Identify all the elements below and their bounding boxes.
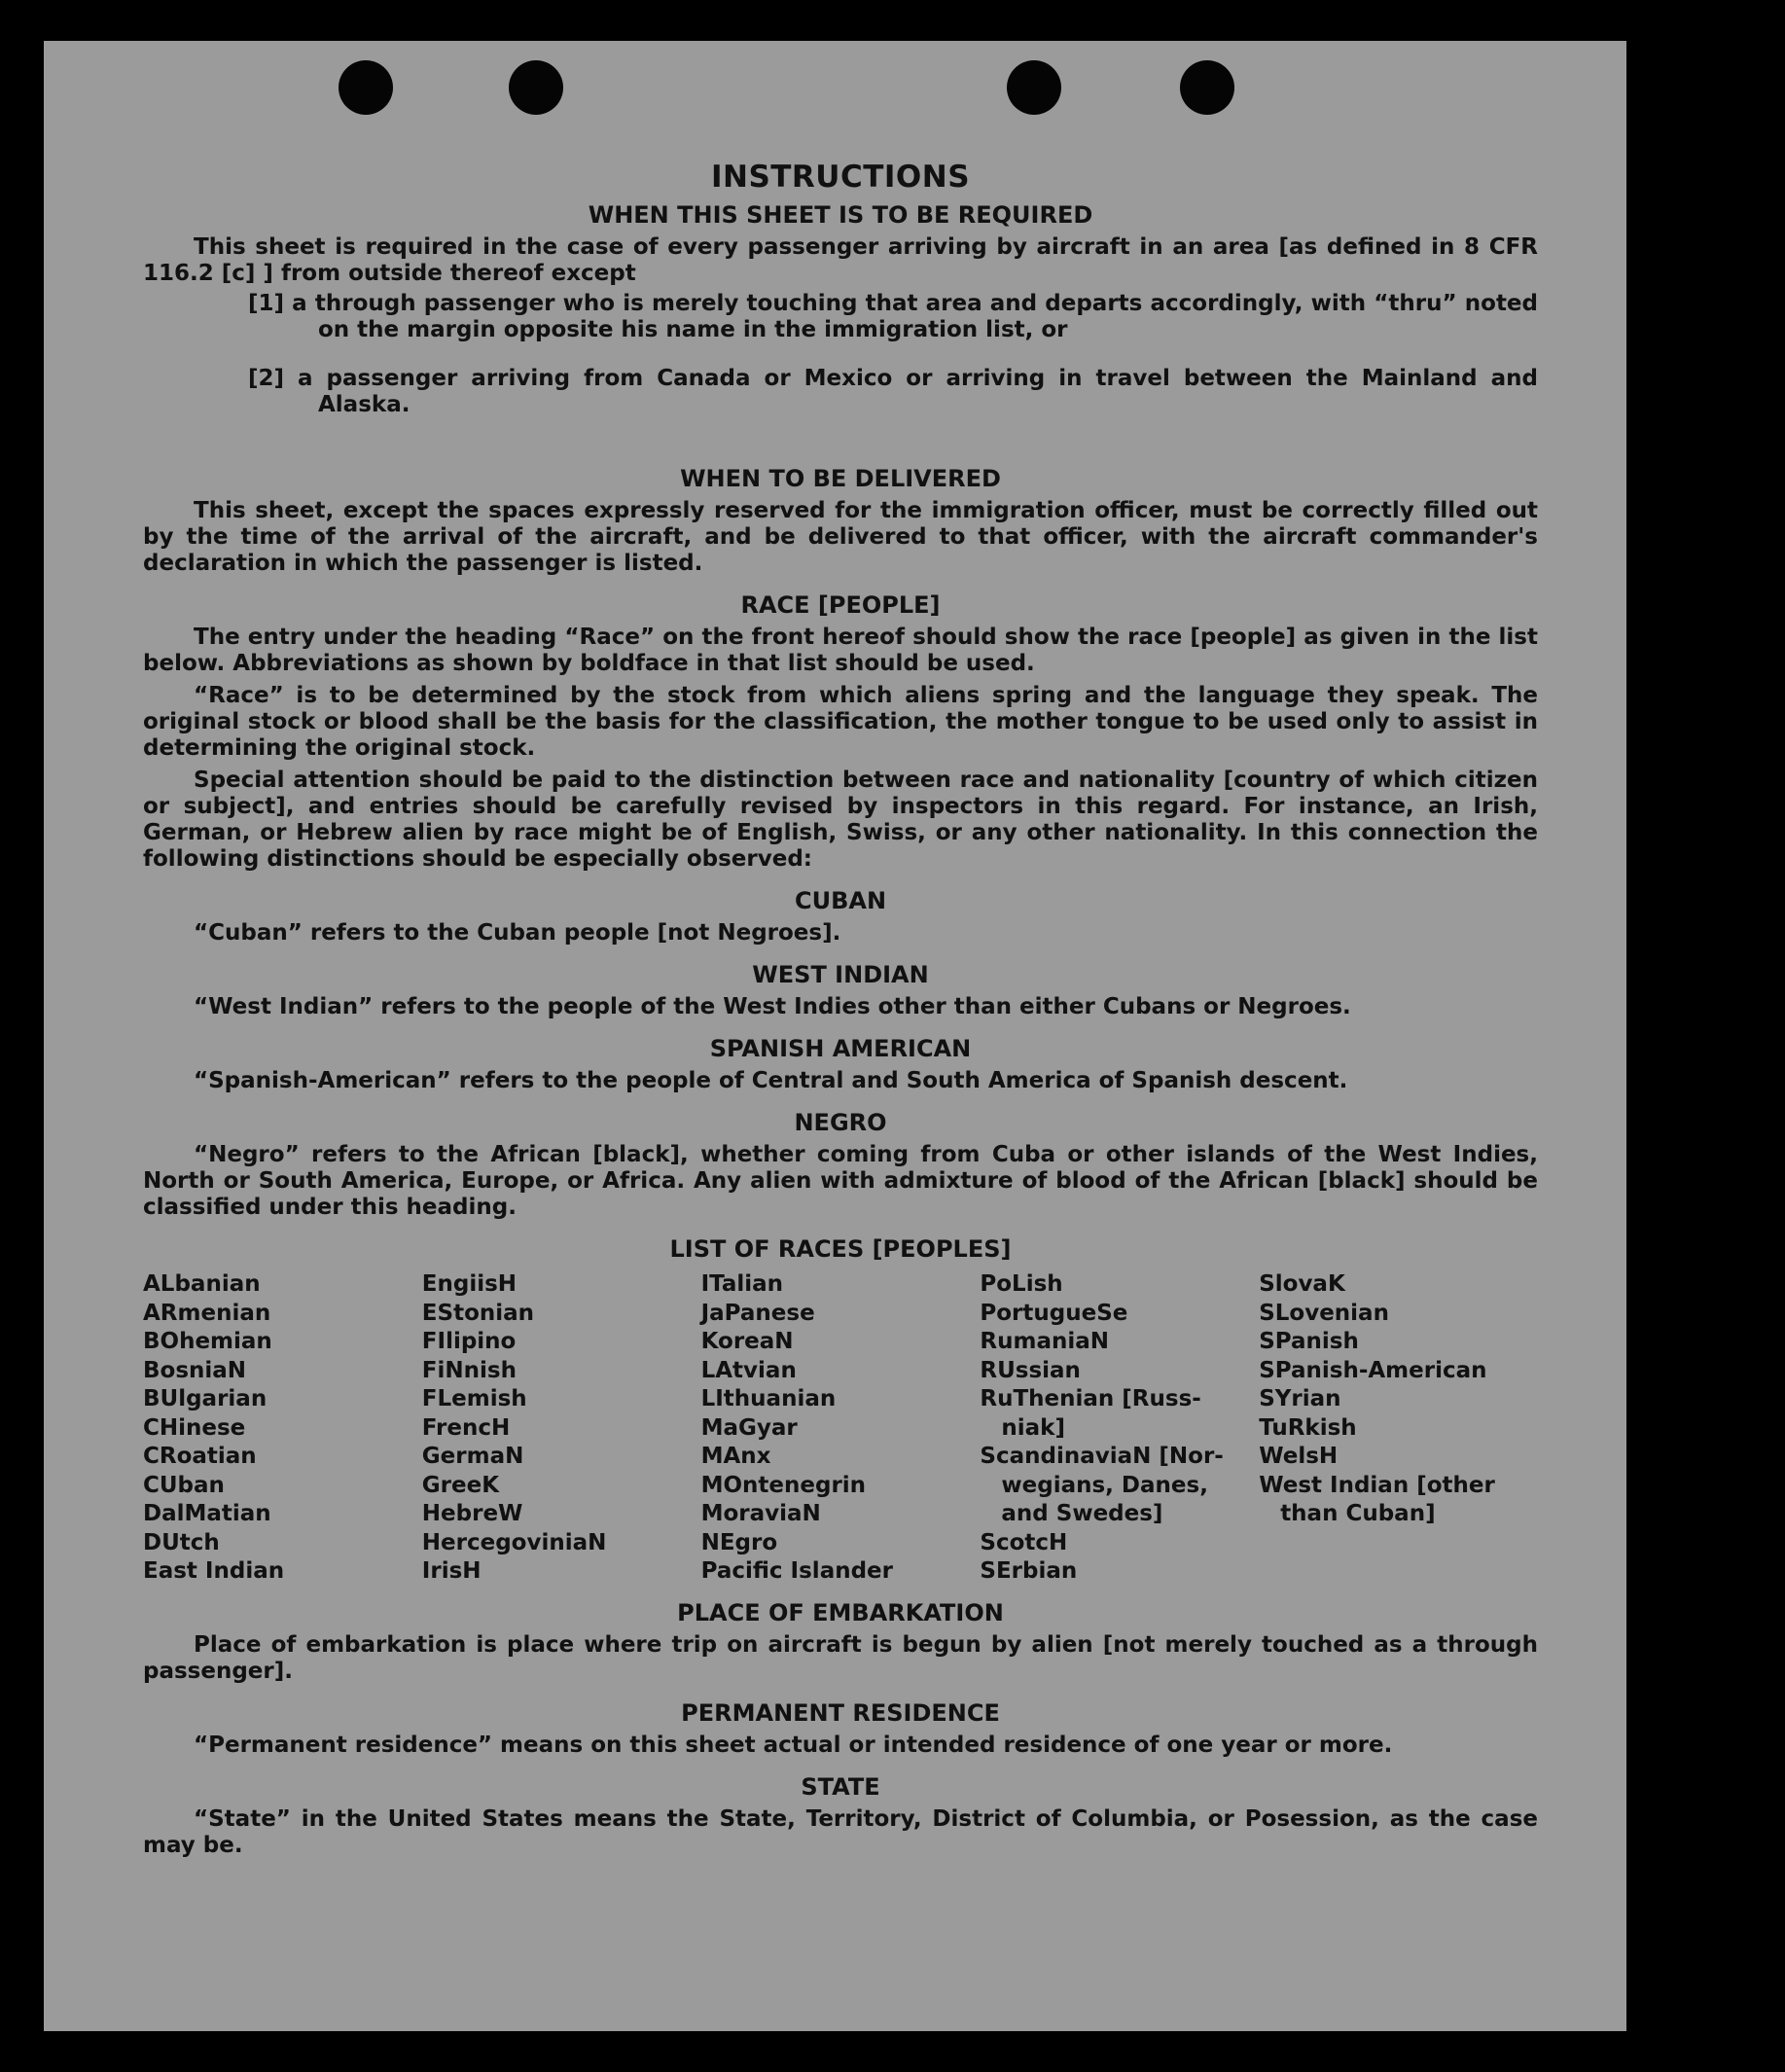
section-heading-negro: NEGRO xyxy=(794,1109,887,1136)
state-text: “State” in the United States means the State, Territory, District of Columbia, or Posession, as the case may be. xyxy=(143,1805,1538,1858)
race-entry: PoLish xyxy=(980,1271,1063,1297)
section-heading-residence: PERMANENT RESIDENCE xyxy=(681,1698,1000,1727)
race-entry: MaGyar xyxy=(700,1414,798,1441)
section-heading-list-of-races: LIST OF RACES [PEOPLES] xyxy=(669,1235,1012,1263)
races-list xyxy=(143,1270,1538,1587)
page-title: INSTRUCTIONS xyxy=(710,160,971,195)
race-entry: TuRkish xyxy=(1259,1414,1357,1441)
required-item-2: [2] a passenger arriving from Canada or Mexico or arriving in travel between the Mainland and Alaska. xyxy=(248,366,1538,417)
race-entry: LAtvian xyxy=(700,1357,797,1383)
race-entry: East Indian xyxy=(143,1558,285,1584)
race-entry: BUlgarian xyxy=(143,1386,268,1411)
section-heading-state: STATE xyxy=(801,1772,880,1801)
race-entry: SErbian xyxy=(980,1558,1078,1584)
race-entry: RUssian xyxy=(980,1357,1081,1383)
race-entry: FIlipino xyxy=(421,1329,517,1354)
races-column xyxy=(980,1270,1259,1587)
race-entry: ITalian xyxy=(700,1271,784,1297)
section-heading-embarkation: PLACE OF EMBARKATION xyxy=(677,1598,1004,1626)
races-column xyxy=(143,1270,422,1587)
race-entry: wegians, Danes, xyxy=(1001,1472,1208,1498)
section-heading-spanish-american: SPANISH AMERICAN xyxy=(709,1035,972,1062)
races-column xyxy=(1259,1270,1538,1587)
race-entry: than Cuban] xyxy=(1280,1501,1436,1526)
races-column xyxy=(701,1270,981,1587)
section-heading-cuban: CUBAN xyxy=(794,887,887,914)
race-entry: ALbanian xyxy=(143,1271,261,1297)
race-entry: GermaN xyxy=(421,1444,524,1469)
race-entry: RumaniaN xyxy=(980,1329,1109,1354)
section-heading-required: WHEN THIS SHEET IS TO BE REQUIRED xyxy=(588,201,1093,229)
race-entry: FLemish xyxy=(421,1386,527,1411)
punch-hole xyxy=(339,60,393,115)
race-entry: West Indian [other xyxy=(1259,1472,1495,1498)
spanish-american-text: “Spanish-American” refers to the people of Central and South America of Spanish descent. xyxy=(194,1068,1348,1093)
race-entry: HercegoviniaN xyxy=(421,1529,607,1555)
residence-text: “Permanent residence” means on this sheet actual or intended residence of one year or more. xyxy=(194,1732,1393,1758)
punch-hole xyxy=(1180,60,1234,115)
race-entry: DalMatian xyxy=(143,1501,271,1526)
race-entry: ScotcH xyxy=(980,1529,1068,1555)
race-entry: JaPanese xyxy=(700,1300,815,1326)
race-entry: FiNnish xyxy=(421,1357,517,1383)
section-heading-west-indian: WEST INDIAN xyxy=(752,961,929,988)
race-entry: CUban xyxy=(143,1472,225,1498)
race-entry: HebreW xyxy=(421,1501,523,1526)
race-entry: EngiisH xyxy=(421,1271,518,1297)
race-entry: FrencH xyxy=(421,1414,511,1441)
instructions-content xyxy=(143,160,1538,1859)
section-heading-delivered: WHEN TO BE DELIVERED xyxy=(680,465,1001,492)
race-entry: MOntenegrin xyxy=(700,1472,867,1498)
race-entry: GreeK xyxy=(421,1472,500,1498)
required-intro: This sheet is required in the case of every passenger arriving by aircraft in an area [as defined in 8 CFR 116.2 [c] ] from outside thereof except xyxy=(143,234,1538,286)
negro-text: “Negro” refers to the African [black], whether coming from Cuba or other islands of the West Indies, North or South America, Europe, or Africa. Any alien with admixture of blood of the African [black] should be classified under this heading. xyxy=(143,1142,1538,1220)
west-indian-text: “West Indian” refers to the people of the West Indies other than either Cubans or Negroes. xyxy=(194,994,1351,1019)
punch-hole xyxy=(509,60,563,115)
cuban-text: “Cuban” refers to the Cuban people [not Negroes]. xyxy=(194,920,841,946)
race-entry: RuThenian [Russ- xyxy=(980,1386,1201,1411)
race-entry: NEgro xyxy=(700,1529,778,1555)
race-entry: DUtch xyxy=(143,1529,220,1555)
race-entry: SYrian xyxy=(1259,1386,1341,1411)
race-entry: KoreaN xyxy=(700,1329,794,1354)
race-entry: SPanish xyxy=(1259,1329,1359,1354)
races-column xyxy=(422,1270,701,1587)
race-paragraph-3: Special attention should be paid to the distinction between race and nationality [country of which citizen or subject], and entries should be carefully revised by inspectors in this regard. For instance, an Irish, German, or Hebrew alien by race might be of English, Swiss, or any other nationality. In this connection the following distinctions should be especially observed: xyxy=(143,768,1538,872)
race-paragraph-2: “Race” is to be determined by the stock from which aliens spring and the language they speak. The original stock or blood shall be the basis for the classification, the mother tongue to be used only to assist in determining the original stock. xyxy=(143,683,1538,761)
delivered-text: This sheet, except the spaces expressly reserved for the immigration officer, must be correctly filled out by the time of the arrival of the aircraft, and be delivered to that officer, with the aircraft commander's declaration in which the passenger is listed. xyxy=(143,498,1538,576)
race-entry: MAnx xyxy=(700,1444,771,1469)
race-entry: niak] xyxy=(1001,1414,1065,1441)
race-entry: EStonian xyxy=(421,1300,535,1326)
race-entry: CHinese xyxy=(143,1414,246,1441)
embarkation-text: Place of embarkation is place where trip on aircraft is begun by alien [not merely touched as a through passenger]. xyxy=(143,1631,1538,1684)
document-sheet xyxy=(44,41,1626,2031)
race-entry: SPanish-American xyxy=(1259,1357,1487,1383)
punch-hole xyxy=(1007,60,1061,115)
race-entry: MoraviaN xyxy=(700,1501,821,1526)
race-entry: CRoatian xyxy=(143,1444,257,1469)
section-heading-race: RACE [PEOPLE] xyxy=(740,591,941,619)
race-entry: Pacific Islander xyxy=(700,1558,893,1584)
race-entry: SLovenian xyxy=(1259,1300,1389,1326)
race-entry: PortugueSe xyxy=(980,1300,1128,1326)
race-entry: ScandinaviaN [Nor- xyxy=(980,1444,1224,1469)
race-entry: BosniaN xyxy=(143,1357,247,1383)
race-entry: IrisH xyxy=(421,1558,482,1584)
required-item-1: [1] a through passenger who is merely touching that area and departs accordingly, with “thru” noted on the margin opposite his name in the immigration list, or xyxy=(248,291,1538,342)
race-entry: WelsH xyxy=(1259,1444,1339,1469)
race-entry: and Swedes] xyxy=(1001,1501,1163,1526)
race-entry: SlovaK xyxy=(1259,1271,1345,1297)
race-entry: BOhemian xyxy=(143,1329,272,1354)
race-entry: ARmenian xyxy=(143,1300,271,1326)
race-entry: LIthuanian xyxy=(700,1386,837,1411)
race-paragraph-1: The entry under the heading “Race” on the front hereof should show the race [people] as given in the list below. Abbreviations as shown by boldface in that list should be used. xyxy=(143,625,1538,676)
